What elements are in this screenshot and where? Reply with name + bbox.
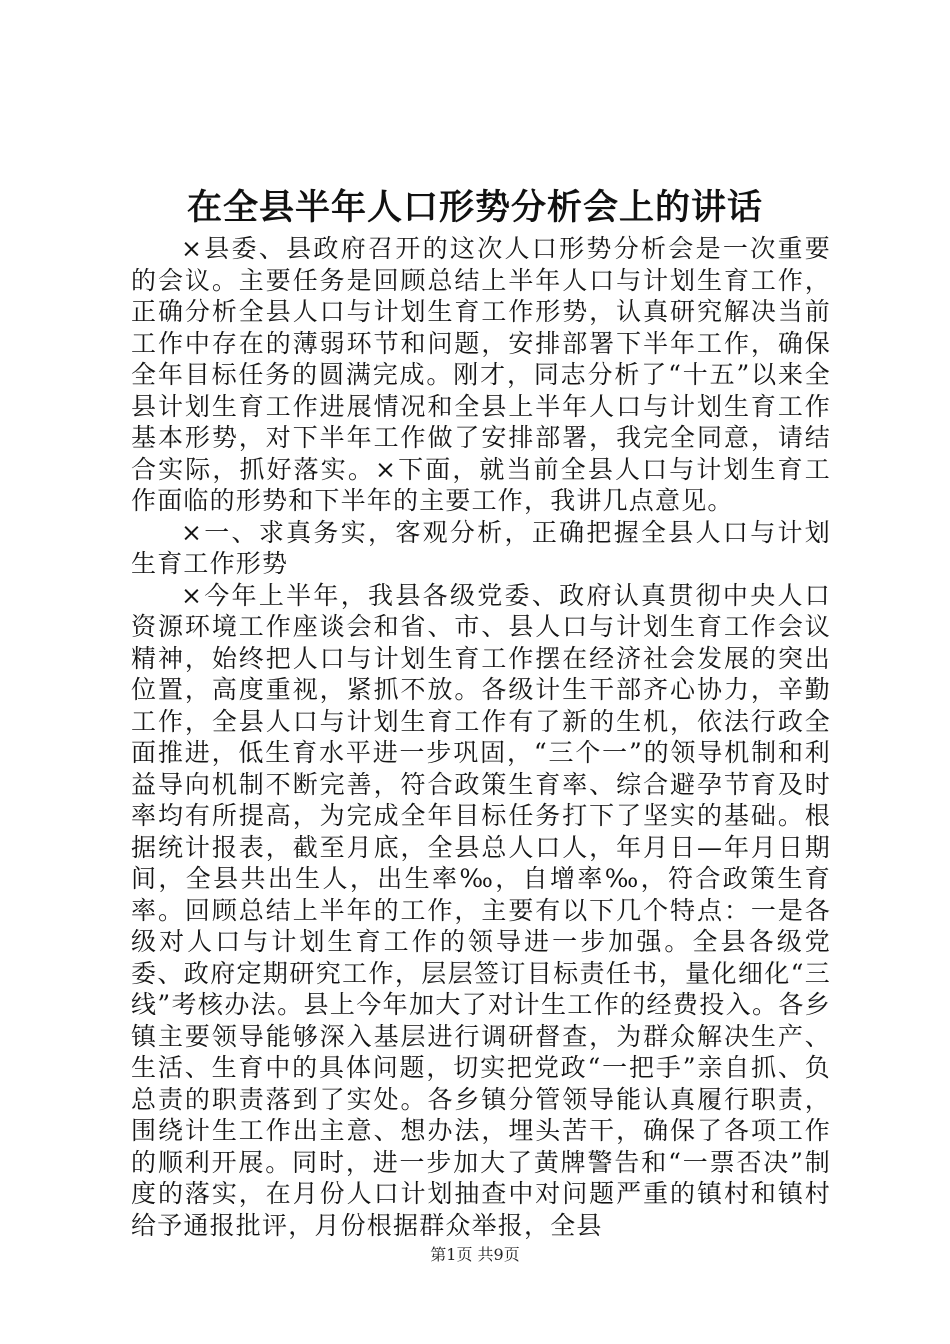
document-body	[131, 233, 831, 1241]
page-footer: 第1页 共9页	[430, 1245, 520, 1264]
paragraph-review: ×今年上半年，我县各级党委、政府认真贯彻中央人口资源环境工作座谈会和省、市、县人口与计划生育工作会议精神，始终把人口与计划生育工作摆在经济社会发展的突出位置，高度重视，紧抓不放。各级计生干部齐心协力，辛勤工作，全县人口与计划生育工作有了新的生机，依法行政全面推进，低生育水平进一步巩固，“三个一”的领导机制和利益导向机制不断完善，符合政策生育率、综合避孕节育及时率均有所提高，为完成全年目标任务打下了坚实的基础。根据统计报表，截至月底，全县总人口人，年月日—年月日期间，全县共出生人，出生率‰，自增率‰，符合政策生育率。回顾总结上半年的工作，主要有以下几个特点：一是各级对人口与计划生育工作的领导进一步加强。全县各级党委、政府定期研究工作，层层签订目标责任书，量化细化“三线”考核办法。县上今年加大了对计生工作的经费投入。各乡镇主要领导能够深入基层进行调研督查，为群众解决生产、生活、生育中的具体问题，切实把党政“一把手”亲自抓、负总责的职责落到了实处。各乡镇分管领导能认真履行职责，围绕计生工作出主意、想办法，埋头苦干，确保了各项工作的顺利开展。同时，进一步加大了黄牌警告和“一票否决”制度的落实，在月份人口计划抽查中对问题严重的镇村和镇村给予通报批评，月份根据群众举报，全县	[131, 580, 831, 1240]
paragraph-section-heading: ×一、求真务实，客观分析，正确把握全县人口与计划生育工作形势	[131, 517, 831, 578]
paragraph-intro: ×县委、县政府召开的这次人口形势分析会是一次重要的会议。主要任务是回顾总结上半年人口与计划生育工作，正确分析全县人口与计划生育工作形势，认真研究解决当前工作中存在的薄弱环节和问题，安排部署下半年工作，确保全年目标任务的圆满完成。刚才，同志分析了“十五”以来全县计划生育工作进展情况和全县上半年人口与计划生育工作基本形势，对下半年工作做了安排部署，我完全同意，请结合实际，抓好落实。×下面，就当前全县人口与计划生育工作面临的形势和下半年的主要工作，我讲几点意见。	[131, 234, 831, 515]
document-title: 在全县半年人口形势分析会上的讲话	[186, 188, 763, 228]
